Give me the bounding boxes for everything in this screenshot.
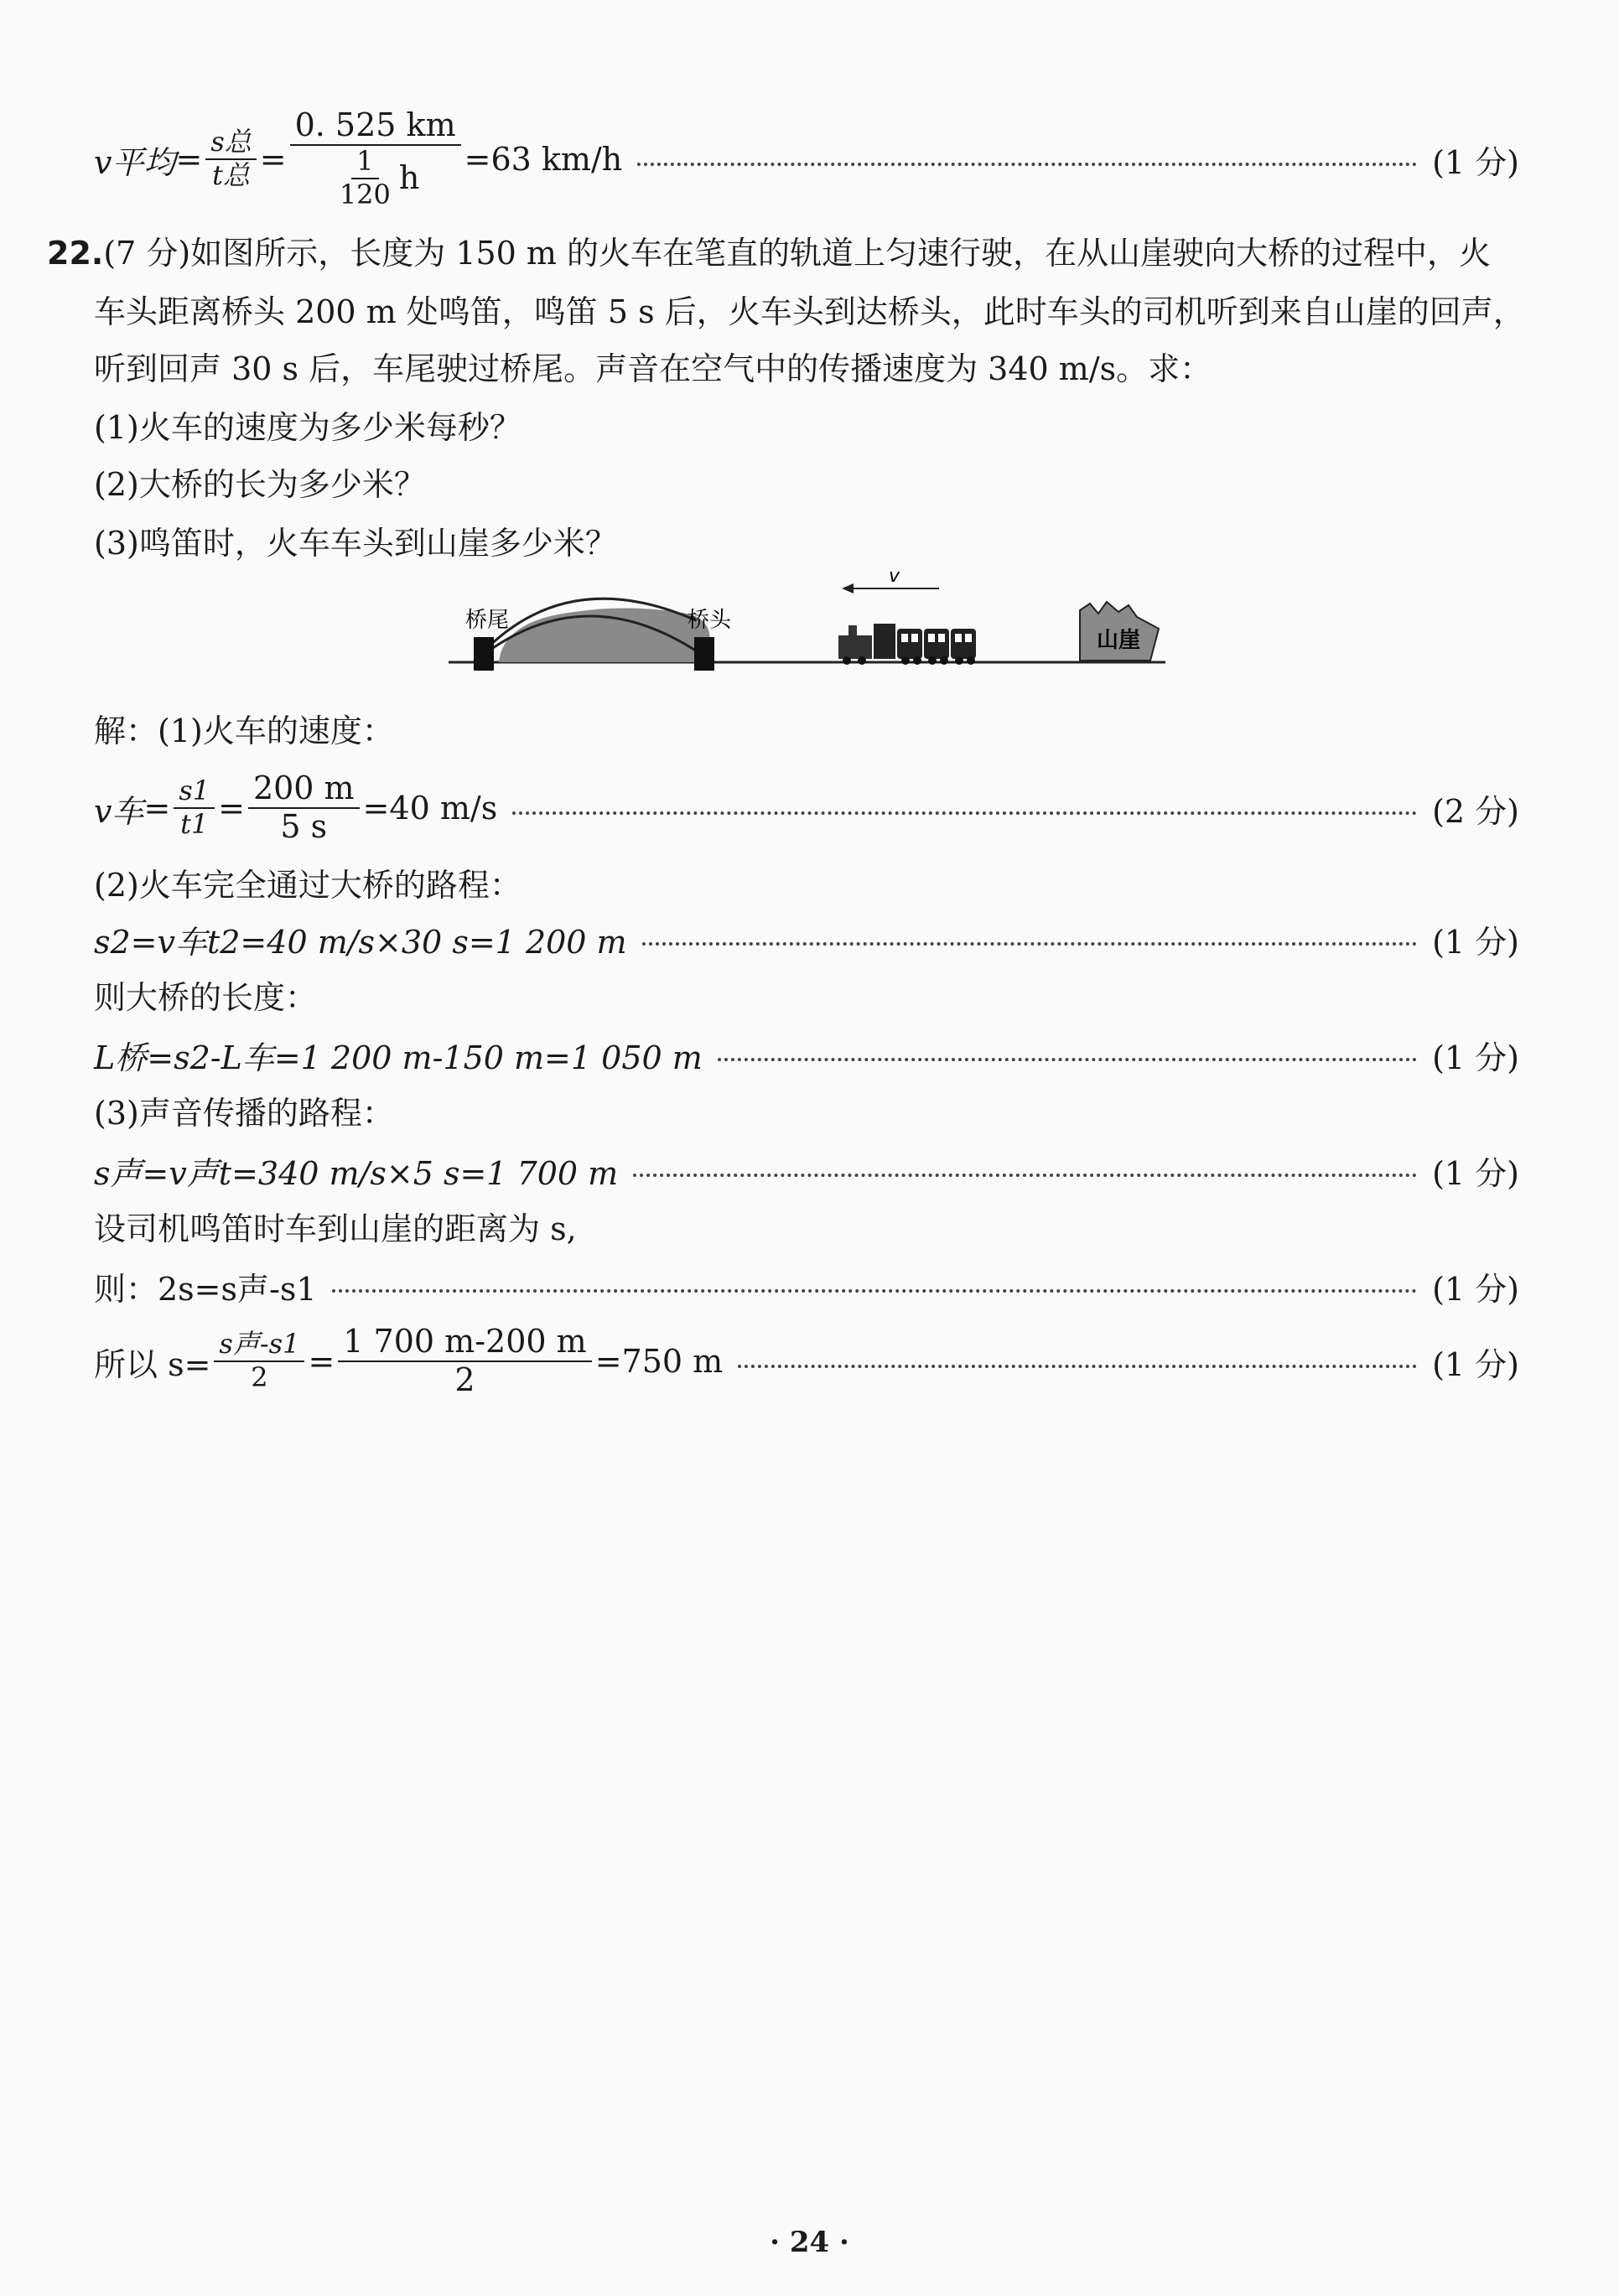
score-label: (1 分) (1432, 1154, 1519, 1192)
formula-result: =63 km/h (464, 141, 623, 178)
score-label: (2 分) (1432, 792, 1519, 830)
question-line-2: 车头距离桥头 200 m 处鸣笛，鸣笛 5 s 后，火车头到达桥头，此时车头的司机听到来自山崖的回声， (94, 293, 1525, 330)
question-line-3: 听到回声 30 s 后，车尾驶过桥尾。声音在空气中的传播速度为 340 m/s。求： (94, 350, 1212, 387)
page-number: · 24 · (770, 2226, 849, 2259)
dot-leader (642, 942, 1418, 946)
assumption-line: 设司机鸣笛时车到山崖的距离为 s, (94, 1210, 577, 1247)
sub-question-3: (3)鸣笛时，火车车头到山崖多少米？ (94, 525, 617, 562)
frac-denominator: 2 (251, 1361, 268, 1393)
formula-result: =750 m (594, 1343, 724, 1380)
frac-denominator: 5 s (280, 808, 328, 845)
bridge-head-pier (694, 637, 714, 671)
fraction-1700-minus-200 (338, 1325, 591, 1397)
equation: 则：2s=s声-s1 (94, 1270, 317, 1308)
final-answer-row (94, 1321, 1519, 1402)
equation-row (94, 1264, 1519, 1308)
frac-numerator: s1 (174, 777, 215, 809)
part2-intro: (2)火车完全通过大桥的路程： (94, 867, 522, 904)
equals-sign: = (175, 141, 203, 178)
train-bridge-diagram (436, 570, 1174, 704)
frac-denominator: 2 (454, 1361, 475, 1398)
score-label: (1 分) (1432, 1039, 1519, 1076)
v-avg-symbol: v平均 (94, 143, 176, 181)
bridge-length-row (94, 1033, 1519, 1076)
v-train-symbol: v车 (94, 792, 144, 830)
score-label: (1 分) (1432, 923, 1519, 961)
frac-numerator: s声-s1 (214, 1330, 304, 1362)
score-label: (1 分) (1432, 143, 1519, 181)
velocity-label: v (889, 570, 900, 587)
question-text: (7 分)如图所示，长度为 150 m 的火车在笔直的轨道上匀速行驶，在从山崖驶向大桥的过程中，火 (103, 235, 1492, 272)
equals-sign: = (308, 1343, 335, 1380)
bridge-tail-label: 桥尾 (465, 608, 510, 633)
fraction-distance-over-time (290, 106, 461, 210)
equals-sign: = (259, 141, 287, 178)
sub-question-2: (2)大桥的长为多少米？ (94, 466, 426, 503)
frac-denominator: 120 (339, 178, 391, 210)
s2-formula-row (94, 917, 1519, 961)
frac-denominator (326, 146, 425, 209)
frac-numerator: 0. 525 km (290, 109, 461, 146)
sub-question-1: (1)火车的速度为多少米每秒？ (94, 409, 522, 446)
frac-numerator: 1 (351, 148, 378, 179)
frac-denominator: t1 (180, 808, 209, 840)
score-label: (1 分) (1432, 1270, 1519, 1308)
score-label: (1 分) (1432, 1345, 1519, 1383)
fraction-s-over-t (205, 128, 256, 189)
final-prefix: 所以 s= (94, 1345, 211, 1383)
dot-leader (738, 1365, 1417, 1368)
arrow-head (842, 583, 854, 593)
frac-numerator: s总 (205, 128, 256, 160)
dot-leader (718, 1058, 1417, 1061)
dot-leader (512, 811, 1417, 815)
fraction-s1-over-t1 (174, 777, 215, 838)
question-number: 22. (47, 235, 104, 272)
sound-distance-row (94, 1148, 1519, 1192)
dot-leader (637, 163, 1417, 166)
unit-hours: h (398, 158, 420, 196)
sound-distance-formula: s声=v声t=340 m/s×5 s=1 700 m (94, 1154, 619, 1192)
frac-denominator: t总 (212, 159, 250, 191)
bridge-length-formula: L桥=s2-L车=1 200 m-150 m=1 050 m (94, 1039, 703, 1076)
average-velocity-formula (94, 107, 1519, 211)
velocity-formula (94, 770, 1519, 847)
train-icon (838, 624, 976, 665)
frac-numerator: 200 m (248, 772, 360, 809)
question-line-1 (47, 231, 1492, 275)
fraction-1-over-120 (335, 145, 396, 210)
equals-sign: = (218, 790, 245, 827)
fraction-s-sound-minus-s1 (214, 1330, 304, 1392)
s2-formula: s2=v车t2=40 m/s×30 s=1 200 m (94, 923, 627, 961)
fraction-200m-over-5s (248, 772, 360, 844)
dot-leader (332, 1289, 1418, 1293)
bridge-head-label: 桥头 (688, 608, 732, 633)
part3-intro: (3)声音传播的路程： (94, 1095, 394, 1132)
bridge-length-intro: 则大桥的长度： (94, 979, 318, 1016)
dot-leader (633, 1174, 1417, 1177)
bridge-tail-pier (474, 637, 494, 671)
frac-numerator: 1 700 m-200 m (338, 1325, 591, 1362)
formula-result: =40 m/s (362, 790, 498, 827)
cliff-label: 山崖 (1097, 628, 1141, 653)
solution-intro: 解：(1)火车的速度： (94, 713, 394, 749)
equals-sign: = (143, 790, 171, 827)
